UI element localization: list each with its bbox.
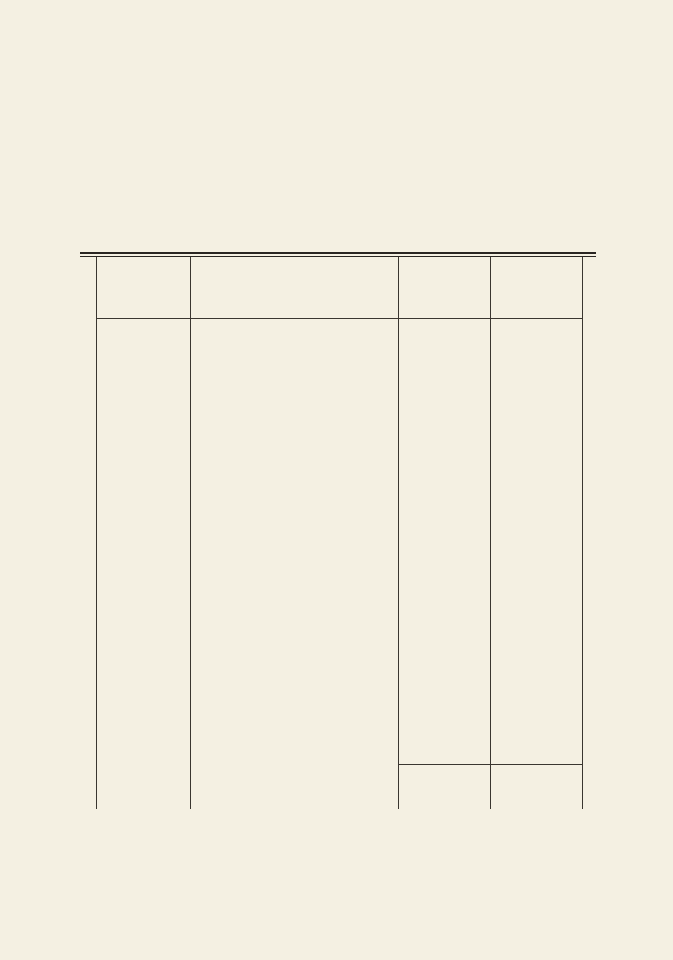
- table-header-rule: [96, 318, 582, 319]
- table-total-rule: [398, 764, 582, 765]
- table-vline-months: [398, 257, 399, 809]
- data-table: [80, 252, 596, 809]
- table-top-rule-thin: [80, 256, 596, 257]
- table-vline-right: [582, 257, 583, 809]
- total-items: [504, 772, 564, 798]
- table-vline-year: [190, 257, 191, 809]
- total-requests: [420, 772, 474, 798]
- total-label: [280, 772, 398, 798]
- table-vline-requests: [490, 257, 491, 809]
- table-vline-left: [96, 257, 97, 809]
- table-top-rule: [80, 252, 596, 254]
